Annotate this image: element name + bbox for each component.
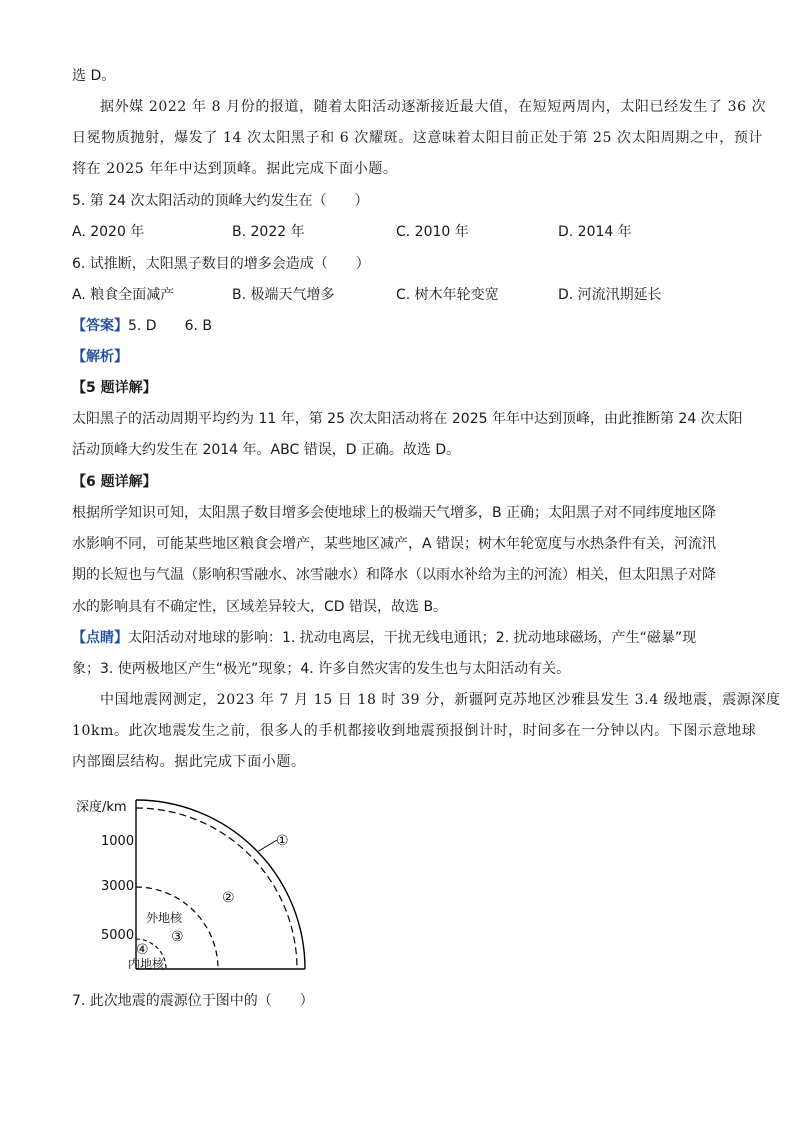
detail-6-line: 水影响不同，可能某些地区粮食会增产，某些地区减产，A 错误；树木年轮宽度与水热条件有关，河流汛 [72, 536, 717, 552]
passage-line: 中国地震网测定，2023 年 7 月 15 日 18 时 39 分，新疆阿克苏地区沙雅县发生 3.4 级地震，震源深度 [100, 692, 781, 708]
detail-6-line: 根据所学知识可知，太阳黑子数目增多会使地球上的极端天气增多，B 正确；太阳黑子对不同纬度地区降 [72, 505, 717, 521]
analysis-heading [72, 347, 128, 367]
q6-option-c: C. 树木年轮变宽 [396, 287, 499, 303]
depth-tick-1000: 1000 [101, 834, 135, 849]
comment-line [72, 628, 696, 648]
analysis-tag: 【解析】 [72, 349, 128, 365]
question-7-stem: 7. 此次地震的震源位于图中的（ ） [72, 993, 314, 1009]
detail-6-line: 期的长短也与气温（影响积雪融水、冰雪融水）和降水（以雨水补给为主的河流）相关，但太阳黑子对降 [72, 567, 716, 583]
earth-layers-diagram [70, 796, 320, 980]
layer-label-4: ④ [136, 942, 149, 958]
comment-line: 象；3. 使两极地区产生“极光”现象；4. 许多自然灾害的发生也与太阳活动有关。 [72, 661, 571, 677]
detail-6-line: 水的影响具有不确定性，区域差异较大，CD 错误，故选 B。 [72, 599, 448, 615]
detail-5-title: 【5 题详解】 [72, 380, 157, 396]
layer-label-1: ① [276, 833, 289, 849]
comment-text: 太阳活动对地球的影响：1. 扰动电离层，干扰无线电通讯；2. 扰动地球磁场，产生“磁暴”现 [128, 630, 697, 646]
q5-option-a: A. 2020 年 [72, 224, 145, 240]
detail-5-line: 太阳黑子的活动周期平均约为 11 年，第 25 次太阳活动将在 2025 年年中达到顶峰，由此推断第 24 次太阳 [72, 411, 743, 427]
passage-line: 将在 2025 年年中达到顶峰。据此完成下面小题。 [72, 161, 398, 177]
depth-tick-3000: 3000 [101, 879, 135, 894]
detail-6-title: 【6 题详解】 [72, 474, 157, 490]
inner-core-label: 内地核 [128, 957, 165, 971]
passage-line: 日冕物质抛射，爆发了 14 次太阳黑子和 6 次耀斑。这意味着太阳目前正处于第 25 次太阳周期之中，预计 [72, 130, 764, 146]
passage-line: 内部圈层结构。据此完成下面小题。 [72, 754, 306, 770]
q5-option-d: D. 2014 年 [558, 224, 632, 240]
comment-tag: 【点睛】 [72, 630, 128, 646]
axis-title: 深度/km [76, 800, 127, 815]
earth-surface-arc [136, 800, 305, 969]
earth-layers-svg [70, 796, 320, 976]
answer-tag: 【答案】 [72, 318, 128, 334]
answer-line [72, 316, 212, 336]
layer-label-3: ③ [171, 929, 184, 945]
q6-option-b: B. 极端天气增多 [232, 287, 335, 303]
outer-core-label: 外地核 [146, 911, 183, 925]
previous-answer-tail: 选 D。 [72, 68, 116, 84]
answer-text: 5. D 6. B [128, 318, 212, 334]
q5-option-c: C. 2010 年 [396, 224, 469, 240]
q5-option-b: B. 2022 年 [232, 224, 305, 240]
q6-option-d: D. 河流汛期延长 [558, 287, 662, 303]
passage-line: 10km。此次地震发生之前，很多人的手机都接收到地震预报倒计时，时间多在一分钟以内。下图示意地球 [72, 723, 757, 739]
depth-tick-5000: 5000 [101, 928, 135, 943]
label-1-leader [257, 840, 277, 852]
moho-boundary-arc [136, 808, 297, 969]
layer-label-2: ② [222, 890, 235, 906]
passage-line: 据外媒 2022 年 8 月份的报道，随着太阳活动逐渐接近最大值，在短短两周内，太阳已经发生了 36 次 [100, 99, 767, 115]
question-6-stem: 6. 试推断，太阳黑子数目的增多会造成（ ） [72, 256, 370, 272]
question-5-stem: 5. 第 24 次太阳活动的顶峰大约发生在（ ） [72, 193, 369, 209]
q6-option-a: A. 粮食全面减产 [72, 287, 175, 303]
detail-5-line: 活动顶峰大约发生在 2014 年。ABC 错误，D 正确。故选 D。 [72, 442, 461, 458]
